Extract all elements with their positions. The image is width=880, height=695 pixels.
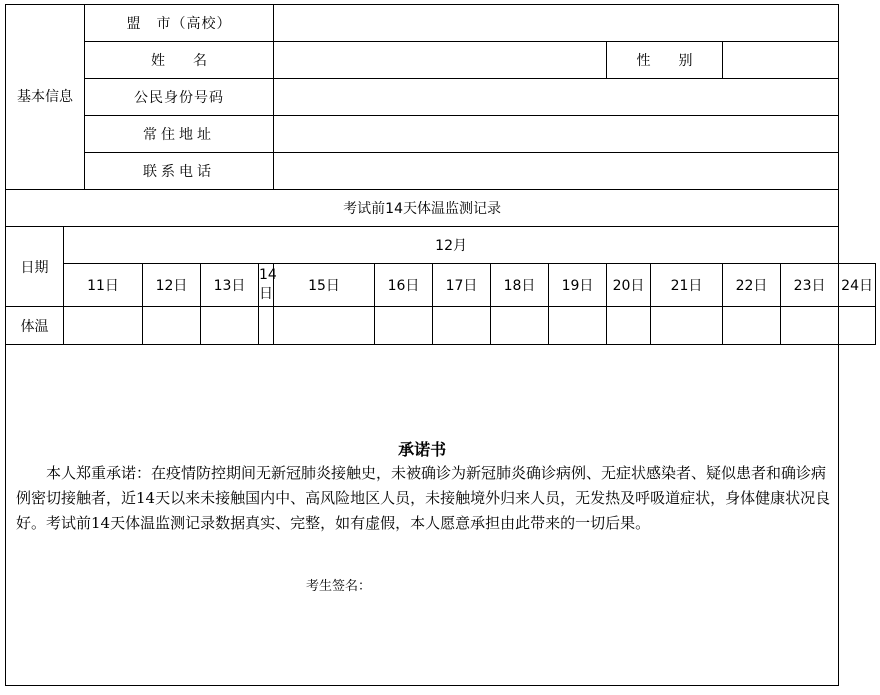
gender-value[interactable] — [723, 42, 839, 79]
day-header: 22日 — [723, 264, 781, 307]
temperature-cell[interactable] — [491, 307, 549, 345]
temperature-label: 体温 — [6, 307, 64, 345]
id-number-label: 公民身份号码 — [85, 79, 274, 116]
day-header: 19日 — [549, 264, 607, 307]
health-declaration-form — [5, 4, 876, 686]
temperature-cell[interactable] — [651, 307, 723, 345]
day-header: 24日 — [839, 264, 876, 307]
temperature-cell[interactable] — [723, 307, 781, 345]
day-header: 11日 — [64, 264, 143, 307]
temperature-cell[interactable] — [607, 307, 651, 345]
name-label: 姓 名 — [85, 42, 274, 79]
day-header: 21日 — [651, 264, 723, 307]
temperature-cell[interactable] — [274, 307, 375, 345]
day-header: 20日 — [607, 264, 651, 307]
month-label: 12月 — [64, 227, 839, 264]
temperature-cell[interactable] — [839, 307, 876, 345]
phone-value[interactable] — [274, 153, 839, 190]
temperature-cell[interactable] — [549, 307, 607, 345]
temperature-cell[interactable] — [201, 307, 259, 345]
signature-label: 考生签名： — [306, 579, 372, 594]
pledge-body: 本人郑重承诺：在疫情防控期间无新冠肺炎接触史，未被确诊为新冠肺炎确诊病例、无症状感染者、疑似患者和确诊病例密切接触者，近14天以来未接触国内中、高风险地区人员，未接触境外归来人员，无发热及呼吸道症状，身体健康状况良好。考试前14天体温监测记录数据真实、完整，如有虚假，本人愿意承担由此带来的一切后果。 — [16, 464, 831, 532]
day-header: 17日 — [433, 264, 491, 307]
day-header: 16日 — [375, 264, 433, 307]
temperature-section-title: 考试前14天体温监测记录 — [6, 190, 839, 227]
id-number-value[interactable] — [274, 79, 839, 116]
name-value[interactable] — [274, 42, 607, 79]
address-value[interactable] — [274, 116, 839, 153]
day-header: 13日 — [201, 264, 259, 307]
league-city-label: 盟 市（高校） — [85, 5, 274, 42]
temperature-cell[interactable] — [375, 307, 433, 345]
temperature-cell[interactable] — [781, 307, 839, 345]
temperature-cell[interactable] — [64, 307, 143, 345]
phone-label: 联系电话 — [85, 153, 274, 190]
day-header: 15日 — [274, 264, 375, 307]
temperature-cell[interactable] — [143, 307, 201, 345]
date-label: 日期 — [6, 227, 64, 307]
league-city-value[interactable] — [274, 5, 839, 42]
gender-label: 性 别 — [607, 42, 723, 79]
day-header: 23日 — [781, 264, 839, 307]
day-header: 14日 — [259, 264, 274, 307]
address-label: 常住地址 — [85, 116, 274, 153]
temperature-cell[interactable] — [433, 307, 491, 345]
day-header: 12日 — [143, 264, 201, 307]
day-header: 18日 — [491, 264, 549, 307]
pledge-title: 承诺书 — [398, 440, 447, 459]
basic-info-section-label: 基本信息 — [6, 5, 85, 190]
pledge-section — [6, 345, 839, 686]
temperature-cell[interactable] — [259, 307, 274, 345]
